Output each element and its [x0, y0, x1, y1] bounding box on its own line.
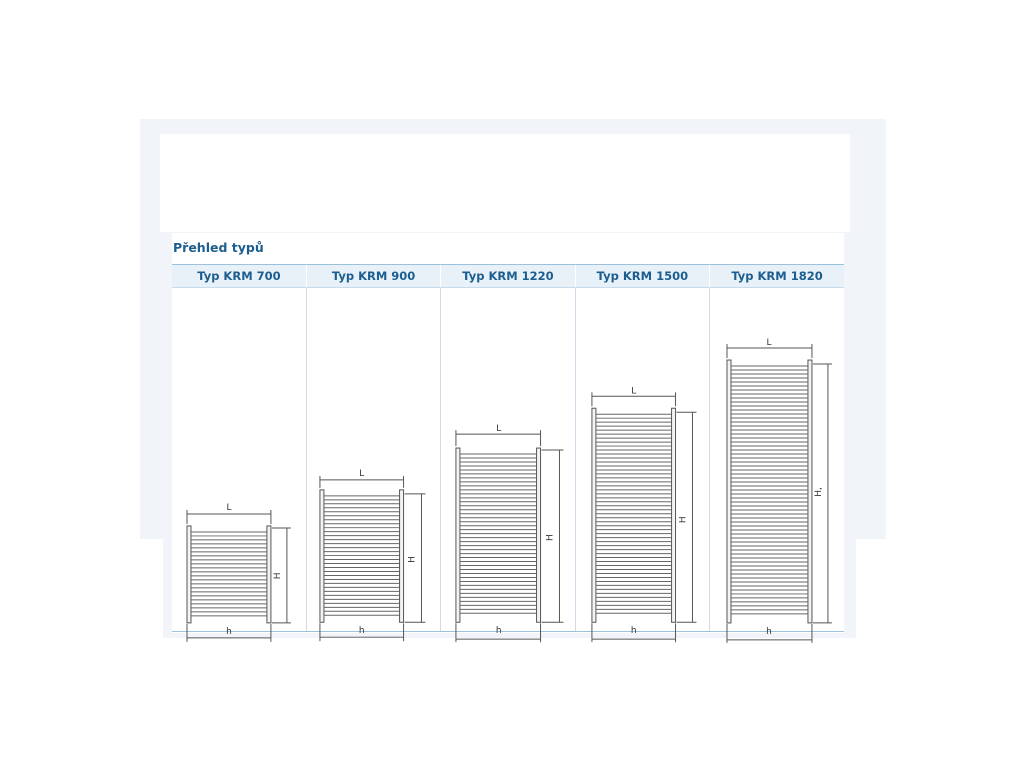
left-post [727, 360, 731, 623]
left-post [592, 408, 596, 622]
radiator-rails [731, 366, 808, 614]
type-cell-krm-1220 [441, 288, 575, 637]
type-header-krm-1220: Typ KRM 1220 [441, 265, 575, 288]
dimension-label-L: L [766, 338, 772, 349]
left-post [456, 448, 460, 622]
left-post [320, 490, 324, 622]
dimension-label-H: H [272, 572, 283, 580]
radiator-rails [191, 532, 267, 616]
right-post [399, 490, 403, 622]
radiator-body [592, 408, 676, 622]
type-header-krm-900: Typ KRM 900 [306, 265, 440, 288]
type-cell-krm-900 [306, 288, 440, 637]
dimension-label-H: H [407, 556, 418, 563]
dimension-label-h: h [766, 626, 772, 637]
dimension-label-H: H [678, 516, 689, 524]
radiator-drawing-krm-1220 [441, 288, 574, 637]
blank-banner-area [160, 134, 850, 232]
dimension-label-H: H, [814, 487, 825, 497]
radiator-drawing-krm-1500 [576, 288, 709, 637]
right-post [808, 360, 812, 623]
radiator-drawing-krm-700 [172, 288, 306, 637]
radiator-drawing-krm-900 [307, 288, 440, 637]
radiator-body [727, 360, 812, 623]
drawings-row [172, 288, 844, 632]
dimension-label-L: L [630, 386, 636, 397]
type-header-krm-1500: Typ KRM 1500 [575, 265, 709, 288]
radiator-rails [324, 496, 400, 615]
type-cell-krm-1500 [575, 288, 709, 637]
dimension-label-L: L [226, 502, 232, 513]
types-table [172, 264, 844, 637]
dimension-label-h: h [226, 626, 232, 637]
right-post [671, 408, 675, 622]
dimension-label-L: L [496, 424, 502, 435]
types-header-row [172, 265, 844, 288]
radiator-drawing-krm-1820 [710, 288, 844, 637]
dimension-label-h: h [358, 626, 365, 637]
dimension-label-h: h [496, 626, 502, 637]
dimension-label-H: H [545, 534, 556, 542]
type-cell-krm-1820 [710, 288, 844, 637]
type-header-krm-1820: Typ KRM 1820 [710, 265, 844, 288]
type-cell-krm-700 [172, 288, 306, 637]
radiator-body [320, 490, 404, 622]
dimension-label-L: L [359, 468, 365, 479]
radiator-rails [596, 414, 672, 613]
right-post [267, 526, 271, 623]
radiator-body [187, 526, 271, 623]
section-title: Přehled typů [173, 240, 264, 255]
right-post [537, 448, 541, 622]
radiator-rails [460, 454, 537, 613]
radiator-body [456, 448, 541, 622]
dimension-label-h: h [630, 626, 637, 637]
type-header-krm-700: Typ KRM 700 [172, 265, 306, 288]
left-post [187, 526, 191, 623]
